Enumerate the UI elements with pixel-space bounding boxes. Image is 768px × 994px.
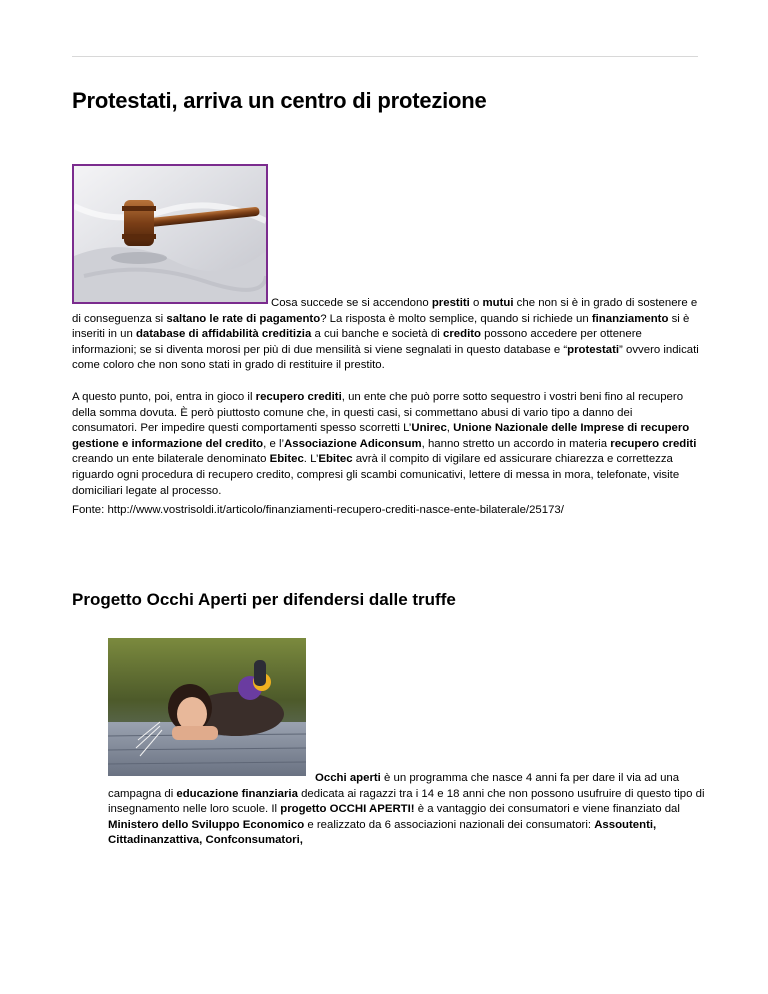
article-title: Protestati, arriva un centro di protezione — [72, 88, 487, 113]
bold-term: credito — [443, 328, 481, 341]
gavel-image — [72, 164, 268, 304]
top-divider — [72, 56, 698, 57]
text-run: ? La risposta è molto semplice, quando si richiede un — [320, 312, 592, 325]
text-run: che non si è in grado di sostenere e di conseguenza si — [72, 297, 698, 325]
bold-term: Associazione Adiconsum — [284, 437, 422, 450]
bold-term: Occhi aperti — [315, 772, 381, 784]
bold-term: finanziamento — [591, 312, 669, 325]
text-run: possono accedere per ottenere informazioni; se si diventa morosi per più di due mensilità si viene segnalati in questo database e “ — [72, 328, 642, 356]
text-run: e realizzato da 6 associazioni nazionali dei consumatori: — [304, 818, 595, 831]
text-run: creando un ente bilaterale denominato — [72, 453, 270, 466]
bold-term: saltano le rate di pagamento — [166, 312, 321, 325]
text-run: A questo punto, poi, entra in gioco il — [72, 391, 256, 403]
bold-term: database di affidabilità creditizia — [135, 328, 312, 341]
text-run: , hanno stretto un accordo in materia — [421, 437, 611, 450]
source-link[interactable]: Fonte: http://www.vostrisoldi.it/articolo/finanziamenti-recupero-crediti-nasce-ente-bilaterale/25173/ — [72, 504, 564, 516]
bold-term: mutui — [482, 297, 514, 309]
text-run: è a vantaggio dei consumatori e viene finanziato dal — [414, 803, 680, 816]
bold-term: Ministero dello Sviluppo Economico — [108, 818, 305, 831]
bold-term: recupero crediti — [255, 391, 342, 403]
bold-term: Assoutenti, Cittadinanzattiva, Confconsumatori, — [108, 818, 657, 847]
bold-term: protestati — [567, 343, 620, 356]
bold-term: Ebitec — [269, 453, 304, 466]
text-run: è un programma che nasce 4 anni fa per dare il via ad una campagna di — [108, 772, 680, 800]
bold-term: prestiti — [431, 297, 470, 309]
bold-term: Unirec — [411, 422, 447, 435]
text-run: , e l’ — [263, 437, 285, 450]
girl-photo-image — [108, 638, 306, 776]
text-run: a cui banche e società di — [311, 328, 444, 341]
text-run: avrà il compito di vigilare ed assicurare chiarezza e correttezza riguardo ogni procedura di recupero credito, compresi gli scambi comunicativi, lettere di messa in mora, telefonate, visite domiciliari legate al processo. — [72, 453, 680, 497]
text-run: o — [469, 297, 483, 309]
bold-term: educazione finanziaria — [176, 787, 298, 800]
bold-term: recupero crediti — [610, 437, 697, 450]
text-run: , — [446, 422, 454, 435]
article-2-title: Progetto Occhi Aperti per difendersi dalle truffe — [72, 590, 456, 609]
bold-term: progetto OCCHI APERTI! — [280, 803, 415, 816]
bold-term: Unione Nazionale delle Imprese di recupero gestione e informazione del credito — [72, 422, 690, 450]
text-run: dedicata ai ragazzi tra i 14 e 18 anni che non possono usufruire di questo tipo di insegnamento nelle loro scuole. Il — [108, 787, 705, 816]
article-paragraph-1 — [72, 296, 700, 374]
bold-term: Ebitec — [318, 453, 353, 466]
text-run: Cosa succede se si accendono — [271, 297, 432, 309]
article-2-paragraph-1 — [108, 771, 708, 849]
article-paragraph-2 — [72, 390, 700, 499]
text-run: ” ovvero indicati come coloro che non sono stati in grado di restituire il prestito. — [72, 343, 699, 372]
text-run: si è inseriti in un — [72, 312, 690, 341]
text-run: , un ente che può porre sotto sequestro i vostri beni fino al recupero della somma dovuta. È però piuttosto comune che, in questi casi, si commettano abusi di vario tipo a danno dei consumatori. Per impedire questi comportamenti spesso scorretti L’ — [72, 391, 684, 435]
text-run: . L’ — [303, 453, 319, 466]
